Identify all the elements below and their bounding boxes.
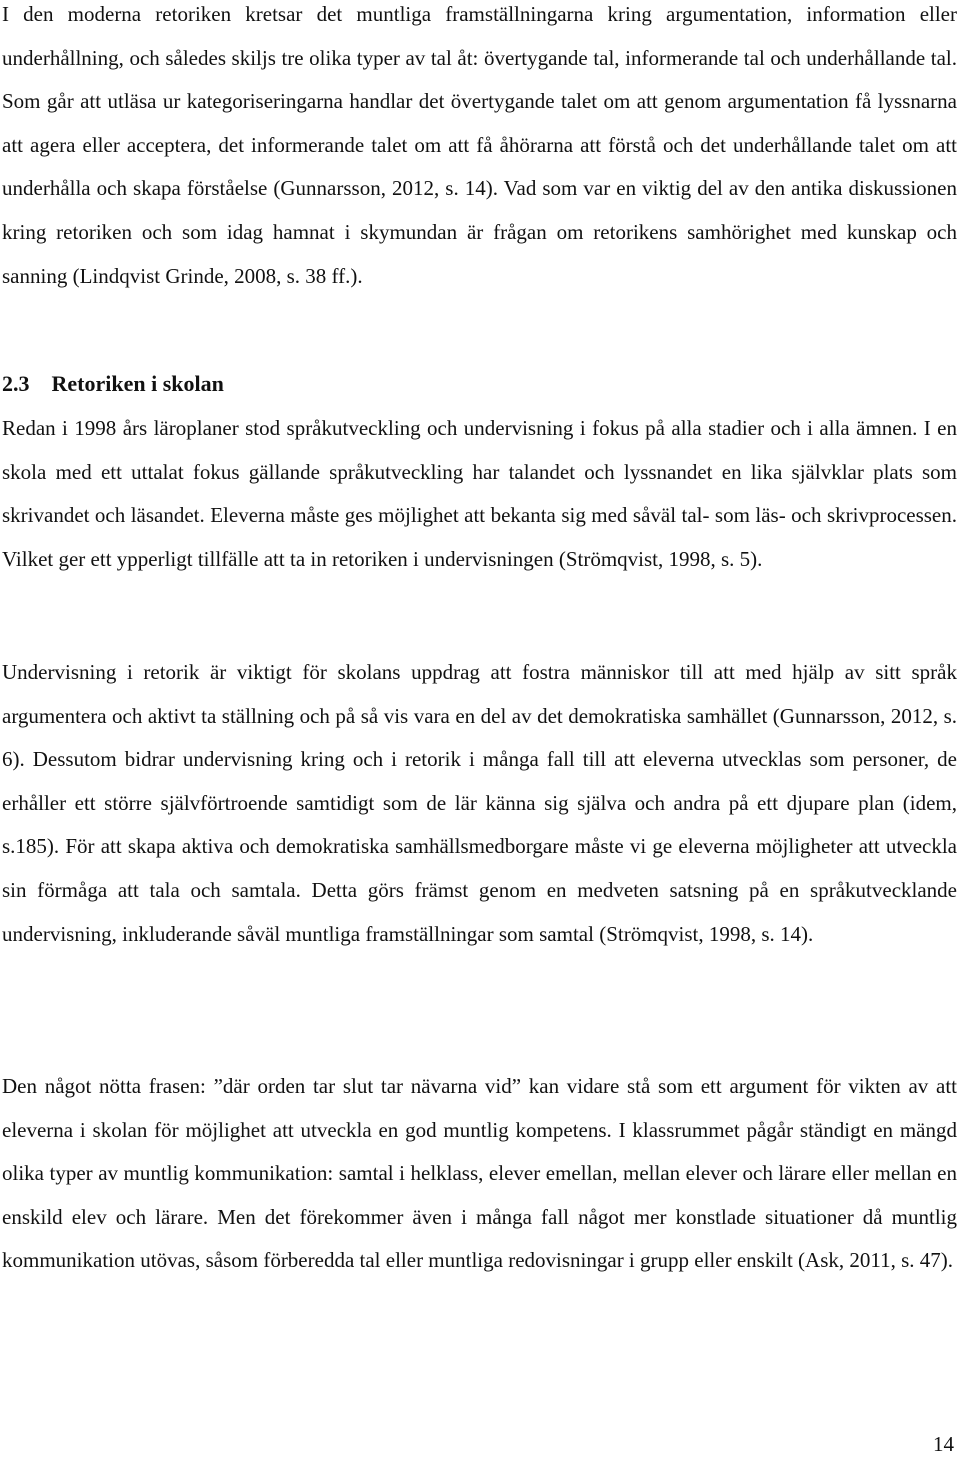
body-paragraph: Redan i 1998 års läroplaner stod språkutveckling och undervisning i fokus på alla stadier och i alla ämnen. I en skola med ett uttalat fokus gällande språkutveckling har talandet och lyssnandet en lika självklar plats som skrivandet och läsandet. Eleverna måste ges möjlighet att bekanta sig med såväl tal- som läs- och skrivprocessen. Vilket ger ett ypperligt tillfälle att ta in retoriken i undervisningen (Strömqvist, 1998, s. 5). (2, 416, 957, 571)
section-title: Retoriken i skolan (51, 371, 224, 396)
section-number: 2.3 (2, 371, 30, 396)
body-paragraph: I den moderna retoriken kretsar det muntliga framställningarna kring argumentation, information eller underhållning, och således skiljs tre olika typer av tal åt: övertygande tal, informerande tal och underhållande tal. Som går att utläsa ur kategoriseringarna handlar det övertygande talet om att genom argumentation få lyssnarna att agera eller acceptera, det informerande talet om att få åhörarna att förstå och det underhållande talet om att underhålla och skapa förståelse (Gunnarsson, 2012, s. 14). Vad som var en viktig del av den antika diskussionen kring retoriken och som idag hamnat i skymundan är frågan om retorikens samhörighet med kunskap och sanning (Lindqvist Grinde, 2008, s. 38 ff.). (2, 2, 957, 288)
body-paragraph: Den något nötta frasen: ”där orden tar slut tar nävarna vid” kan vidare stå som ett argument för vikten av att eleverna i skolan för möjlighet att utveckla en god muntlig kompetens. I klassrummet pågår ständigt en mängd olika typer av muntlig kommunikation: samtal i helklass, elever emellan, mellan elever och lärare eller mellan en enskild elev och lärare. Men det förekommer även i många fall något mer konstlade situationer då muntlig kommunikation utövas, såsom förberedda tal eller muntliga redovisningar i grupp eller enskilt (Ask, 2011, s. 47). (2, 1074, 957, 1273)
body-paragraph: Undervisning i retorik är viktigt för skolans uppdrag att fostra människor till att med hjälp av sitt språk argumentera och aktivt ta ställning och på så vis vara en del av det demokratiska samhället (Gunnarsson, 2012, s. 6). Dessutom bidrar undervisning kring och i retorik i många fall till att eleverna utvecklas som personer, de erhåller ett större självförtroende samtidigt som de lär känna sig själva och andra på ett djupare plan (idem, s.185). För att skapa aktiva och demokratiska samhällsmedborgare måste vi ge eleverna möjligheter att utveckla sin förmåga att tala och samtala. Detta görs främst genom en medveten satsning på en språkutvecklande undervisning, inkluderande såväl muntliga framställningar som samtal (Strömqvist, 1998, s. 14). (2, 660, 957, 946)
section-heading (2, 364, 224, 404)
page-number: 14 (933, 1432, 954, 1456)
